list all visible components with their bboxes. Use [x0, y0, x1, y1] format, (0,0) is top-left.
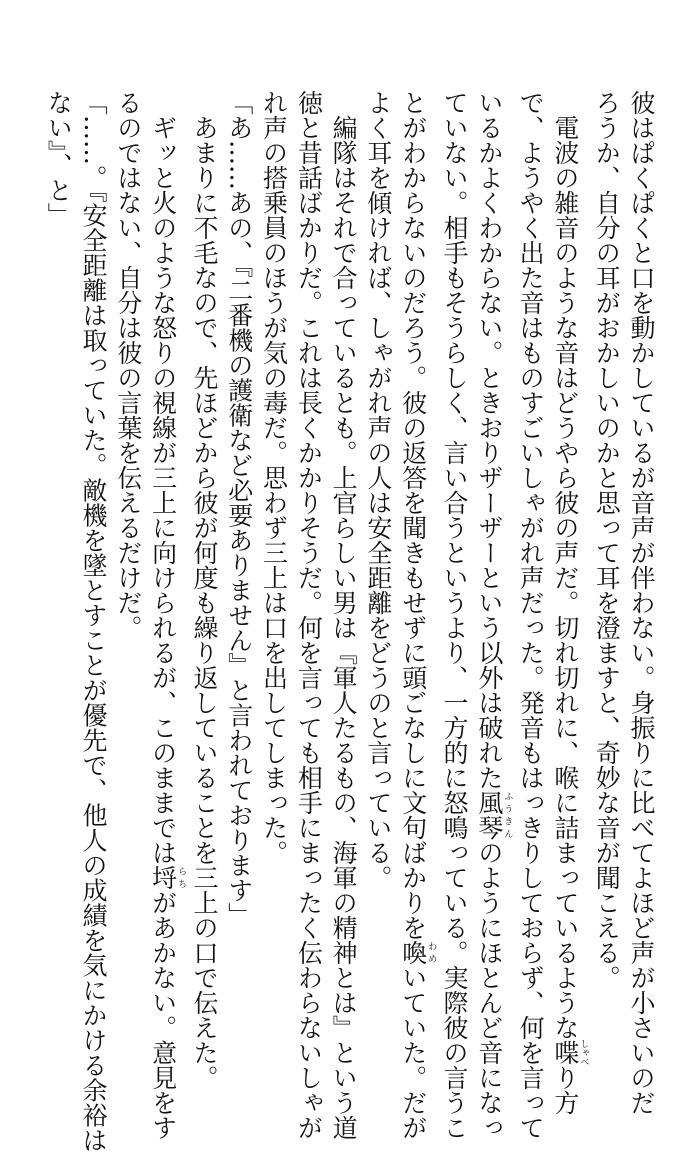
ruby-shaberi-after: り方 [550, 1065, 580, 1115]
text-line-5 [471, 90, 513, 1140]
text-line-6: ていない。相手もそうらしく、言い合うというより、一方的に怒鳴っている。実際彼の言うこ [440, 90, 470, 1140]
ruby-rachi-after: があかない。意見をす [148, 890, 178, 1140]
ruby-fuukin-base: 風琴 [474, 790, 504, 840]
ruby-shaberi-reading: しゃべ [578, 1039, 589, 1066]
ruby-fuukin [474, 790, 513, 840]
ruby-wame-after: いていた。だが [398, 965, 428, 1140]
text-line-1: 彼はぱくぱくと口を動かしているが音声が伴わない。身振りに比べてよほど声が小さいのだ [627, 90, 656, 1115]
text-line-12: 「あ……あの、『二番機の護衛など必要ありません』と言われております」 [224, 90, 254, 928]
ruby-rachi-base: 埒 [148, 865, 178, 890]
text-line-4: で、ようやく出た音はものすごいしゃがれ声だった。発音もはっきりしておらず、何を言って [516, 90, 546, 1140]
text-line-7 [395, 90, 437, 1140]
vertical-text-block [38, 90, 658, 1153]
ruby-fuukin-after: のようにほとんど音になっ [474, 840, 504, 1140]
text-line-14 [145, 90, 187, 1140]
ruby-wame-reading: わめ [426, 940, 437, 965]
ruby-wame [398, 940, 437, 965]
ruby-rachi-reading: らち [176, 865, 187, 890]
text-line-3 [547, 90, 589, 1115]
text-line-9: 編隊はそれで合っているとも。上官らしい男は『軍人たるもの、海軍の精神とは』という道 [329, 90, 359, 1140]
ruby-fuukin-reading: ふうきん [502, 790, 513, 840]
ruby-wame-base: 喚 [398, 940, 428, 965]
text-line-8: よく耳を傾ければ、しゃがれ声の人は安全距離をどうのと言っている。 [363, 90, 393, 890]
text-line-3-main: 電波の雑音のような音はどうやら彼の声だ。切れ切れに、喉に詰まっているような [550, 90, 580, 1040]
text-line-2: ろうか、自分の耳がおかしいのかと思って耳を澄ますと、奇妙な音が聞こえる。 [592, 90, 622, 990]
ruby-rachi [148, 865, 187, 890]
text-line-16: 「……。『安全距離は取っていた。敵機を墜とすことが優先で、他人の成績を気にかける余裕は [79, 90, 109, 1153]
text-line-5-main: いるかよくわからない。ときおりザーザーという以外は破れた [474, 90, 504, 790]
text-line-11: れ声の搭乗員のほうが気の毒だ。思わず三上は口を出してしまった。 [259, 90, 289, 865]
text-line-14-main: ギッと火のような怒りの視線が三上に向けられるが、このままでは [148, 90, 178, 865]
ruby-shaberi-base: 喋 [550, 1039, 580, 1066]
text-line-7-main: とがわからないのだろう。彼の返答を聞きもせずに頭ごなしに文句ばかりを [398, 90, 428, 940]
text-line-17: ない』、と」 [44, 90, 74, 228]
text-line-10: 徳と昔話ばかりだ。これは長くかかりそうだ。何を言っても相手にまったく伝わらないしゃが [294, 90, 324, 1140]
text-line-13: あまりに不毛なので、先ほどから彼が何度も繰り返していることを三上の口で伝えた。 [189, 90, 219, 1090]
ruby-shaberi [550, 1039, 589, 1066]
text-line-15: るのではない、自分は彼の言葉を伝えるだけだ。 [113, 90, 143, 640]
